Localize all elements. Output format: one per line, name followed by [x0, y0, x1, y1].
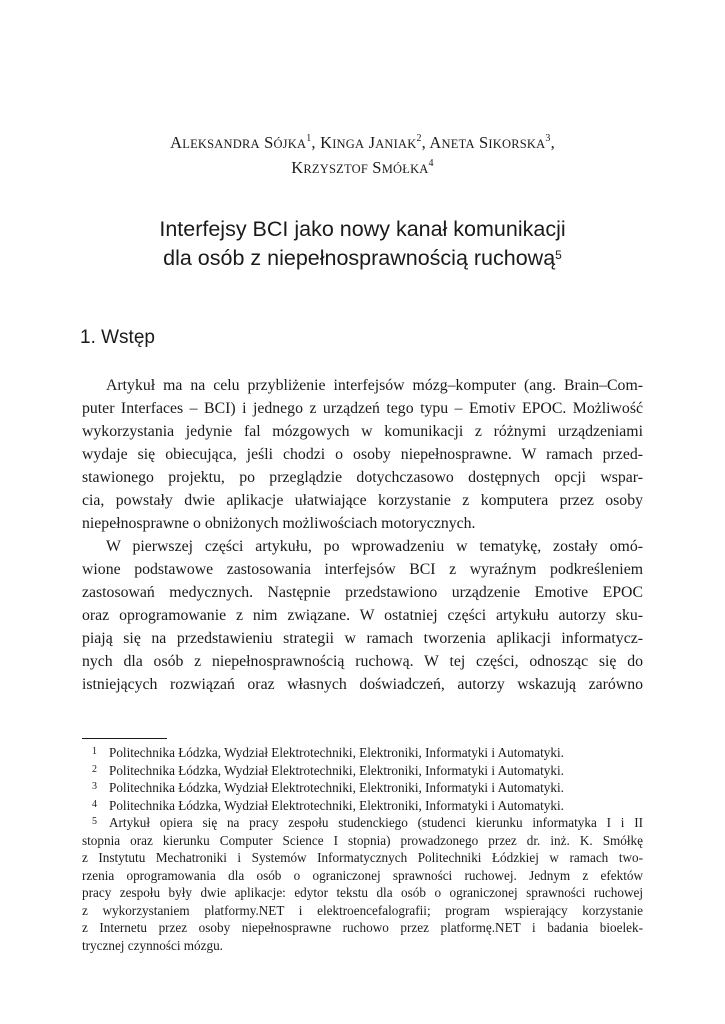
footnote-5-line: z Instytutu Mechatroniki i Systemów Informatycznych Politechniki Łódzkiej w ramach two- — [82, 850, 643, 865]
author-4-mark: 4 — [428, 158, 434, 169]
body-line: stawionego projektu, po przeglądzie dotychczasowo dostępnych opcji wspar- — [82, 469, 643, 486]
body-line: nych dla osób z niepełnosprawnością ruchową. W tej części, odnosząc się do — [82, 653, 643, 670]
footnote-3: 3 Politechnika Łódzka, Wydział Elektrotechniki, Elektroniki, Informatyki i Automatyki. — [92, 780, 564, 795]
body-line: wydaje się obiecująca, jeśli chodzi o osoby niepełnosprawne. W ramach przed- — [82, 446, 643, 463]
section-heading: 1. Wstęp — [80, 327, 155, 348]
footnote-divider — [82, 738, 167, 739]
body-line: niepełnosprawne o obniżonych możliwościach motorycznych. — [82, 515, 476, 532]
footnote-5-line: rzenia oprogramowania dla osób o ograniczonej sprawności ruchowej. Jednym z efektów — [82, 867, 643, 883]
authors-line-2 — [80, 156, 645, 181]
body-line: piają się na przedstawieniu strategii w ramach tworzenia aplikacji informatycz- — [82, 630, 643, 647]
body-line: W pierwszej części artykułu, po wprowadzeniu w tematykę, zostały omó- — [106, 538, 643, 555]
body-line: wione podstawowe zastosowania interfejsów BCI z wyraźnym podkreśleniem — [82, 561, 643, 578]
author-3: ANETA SIKORSKA$^3$, — [429, 133, 555, 152]
title-footnote-mark: 5 — [555, 248, 562, 262]
title-line-1: Interfejsy BCI jako nowy kanał komunikacji — [159, 217, 566, 241]
authors-line-1 — [80, 131, 645, 156]
footnote-4: 4 Politechnika Łódzka, Wydział Elektrotechniki, Elektroniki, Informatyki i Automatyki. — [92, 797, 564, 813]
body-line: puter Interfaces – BCI) i jednego z urządzeń tego typu – Emotiv EPOC. Możliwość — [82, 400, 643, 417]
author-2: KINGA JANIAK$^2$, — [320, 133, 430, 152]
footnote-5-line: z Internetu przez osoby niepełnosprawne ruchowo przez platformę.NET i badania bioelek- — [82, 920, 643, 935]
title-line-2: dla osób z niepełnosprawnością ruchową$^5$ — [163, 246, 562, 270]
author-4: KRZYSZTOF SMÓŁKA$^4$ — [291, 158, 434, 177]
footnote-1: 1 Politechnika Łódzka, Wydział Elektrotechniki, Elektroniki, Informatyki i Automatyki. — [92, 745, 564, 760]
author-1-mark: 1 — [306, 133, 312, 144]
footnote-2: 2 Politechnika Łódzka, Wydział Elektrotechniki, Elektroniki, Informatyki i Automatyki. — [92, 762, 564, 778]
body-line: oraz oprogramowanie z nim związane. W ostatniej części artykułu autorzy sku- — [82, 607, 643, 624]
footnote-5-line: pracy zespołu były dwie aplikacje: edytor tekstu dla osób o ograniczonej sprawności ruchowej — [82, 885, 643, 900]
author-list — [80, 131, 645, 181]
author-2-mark: 2 — [416, 133, 422, 144]
body-line: wykorzystania jedynie fal mózgowych w komunikacji z różnymi urządzeniami — [82, 423, 643, 440]
footnote-5-line: trycznej czynności mózgu. — [82, 937, 223, 953]
body-line: zastosowań medycznych. Następnie przedstawiono urządzenie Emotive EPOC — [82, 584, 643, 601]
author-1: ALEKSANDRA SÓJKA$^1$, — [170, 133, 321, 152]
author-3-mark: 3 — [545, 133, 551, 144]
footnote-5-line: stopnia oraz kierunku Computer Science I stopnia) prowadzonego przez dr. inż. K. Smółkę — [82, 832, 643, 848]
body-line: Artykuł ma na celu przybliżenie interfejsów mózg–komputer (ang. Brain–Com- — [106, 377, 643, 394]
body-text — [82, 374, 643, 696]
body-line: cia, powstały dwie aplikacje ułatwiające korzystanie z komputera przez osoby — [82, 492, 643, 509]
footnote-5-line: 5 Artykuł opiera się na pracy zespołu studenckiego (studenci kierunku informatyka I i II — [92, 815, 643, 830]
body-line: istniejących rozwiązań oraz własnych doświadczeń, autorzy wskazują zarówno — [82, 676, 643, 693]
footnotes — [82, 744, 643, 954]
paper-title — [80, 215, 645, 273]
footnote-5-line: z wykorzystaniem platformy.NET i elektroencefalografii; program wspierający korzystanie — [82, 902, 643, 918]
